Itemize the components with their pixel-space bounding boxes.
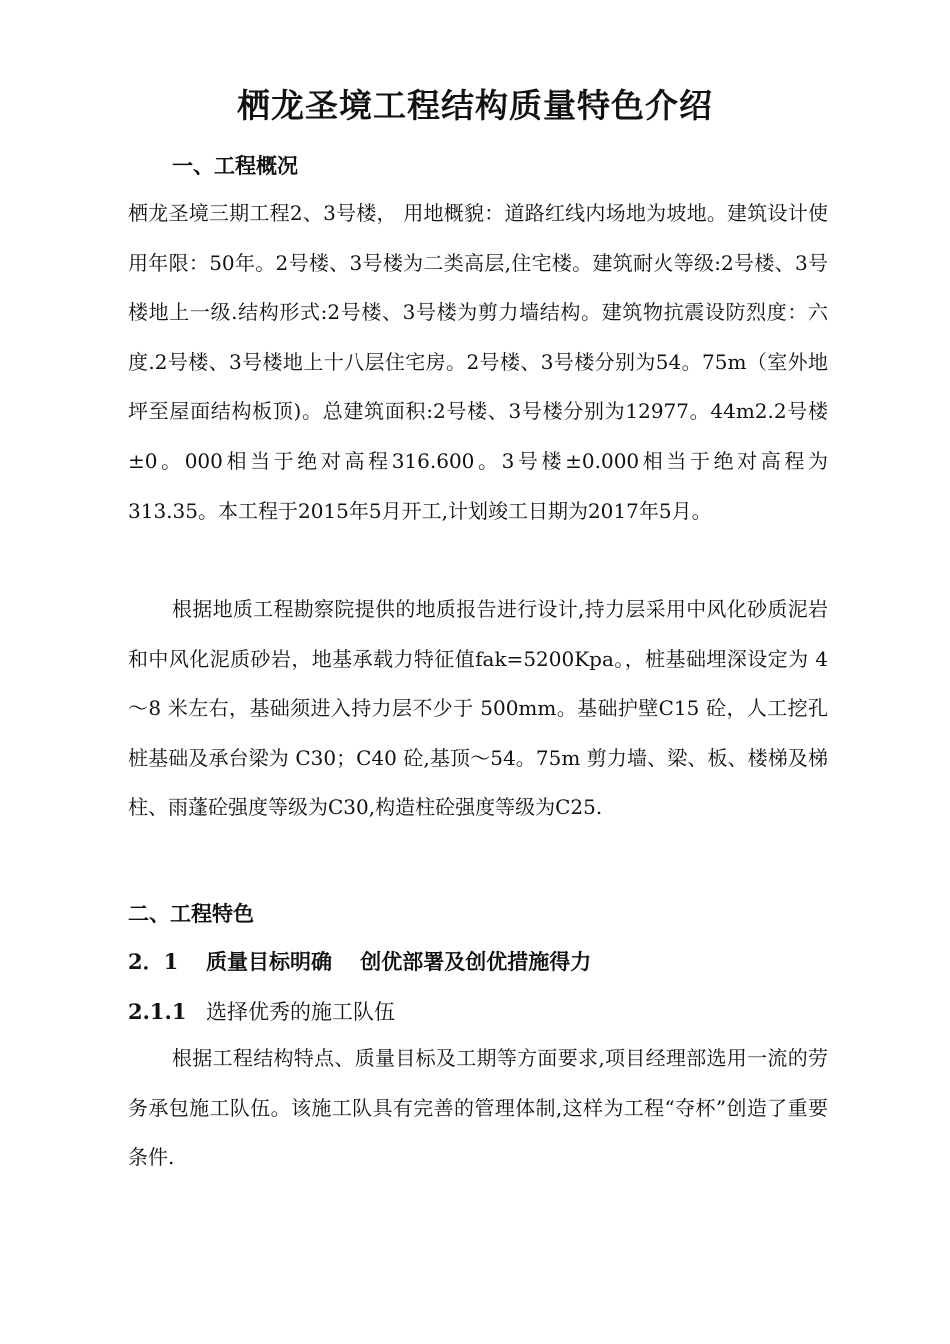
paragraph-project-overview: 栖龙圣境三期工程2、3号楼， 用地概貌：道路红线内场地为坡地。建筑设计使用年限：50年。2号楼、3号楼为二类高层,住宅楼。建筑耐火等级:2号楼、3号楼地上一级.结构形式:2号楼、3号楼为剪力墙结构。建筑物抗震设防烈度：六度.2号楼、3号楼地上十八层住宅房。2号楼、3号楼分别为54。75m（室外地坪至屋面结构板顶)。总建筑面积:2号楼、3号楼分别为12977。44m2.2号楼±0。000相当于绝对高程316.600。3号楼±0.000相当于绝对高程为313.35。本工程于2015年5月开工,计划竣工日期为2017年5月。 bbox=[128, 201, 828, 523]
subsection-2-1 bbox=[128, 946, 591, 976]
paragraph-construction-team: 根据工程结构特点、质量目标及工期等方面要求,项目经理部选用一流的劳务承包施工队伍。该施工队具有完善的管理体制,这样为工程“夺杯”创造了重要条件. bbox=[128, 1046, 828, 1170]
section-heading-features: 二、工程特色 bbox=[128, 901, 254, 926]
paragraph-geology-foundation: 根据地质工程勘察院提供的地质报告进行设计,持力层采用中风化砂质泥岩和中风化泥质砂岩，地基承载力特征值fak=5200Kpa。，桩基础埋深设定为 4～8 米左右，基础须进入持力层不少于 500mm。基础护壁C15 砼，人工挖孔桩基础及承台梁为 C30；C40 砼,基顶～54。75m 剪力墙、梁、板、楼梯及梯柱、雨蓬砼强度等级为C30,构造柱砼强度等级为C25. bbox=[128, 597, 828, 820]
subsection-title: 选择优秀的施工队伍 bbox=[206, 1000, 395, 1024]
subsection-title: 质量目标明确 创优部署及创优措施得力 bbox=[206, 949, 592, 974]
subsection-number: 2．1 bbox=[128, 949, 179, 974]
document-title: 栖龙圣境工程结构质量特色介绍 bbox=[237, 86, 713, 125]
section-heading-overview: 一、工程概况 bbox=[172, 153, 298, 178]
subsection-2-1-1 bbox=[128, 996, 395, 1026]
subsection-number: 2.1.1 bbox=[128, 999, 187, 1024]
